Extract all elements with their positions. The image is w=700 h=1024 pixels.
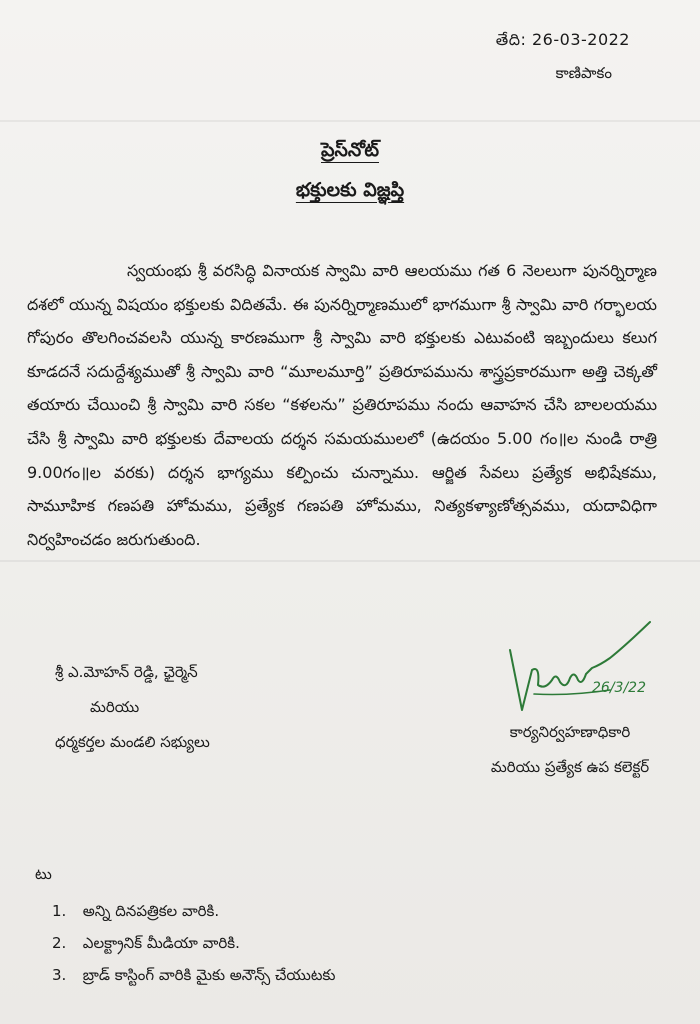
- executive-officer-title: కార్యనిర్వహణాధికారి: [509, 723, 631, 741]
- list-item: [52, 895, 335, 927]
- copy-to-label: టు: [35, 865, 52, 883]
- handwritten-signature: [500, 610, 660, 730]
- list-item-number: 2.: [52, 934, 67, 952]
- list-item-text: అన్ని దినపత్రికల వారికి.: [82, 902, 220, 920]
- list-item-text: బ్రాడ్ కాస్టింగ్ వారికి మైకు అనౌన్స్ చేయుటకు: [82, 966, 336, 984]
- list-item: [52, 959, 335, 991]
- list-item-number: 3.: [52, 966, 67, 984]
- document-title-block: [0, 130, 700, 210]
- paper-fold-line: [0, 120, 700, 122]
- press-note-heading: ప్రెస్‌నోట్: [321, 139, 379, 161]
- signature-date: 26/3/22: [592, 680, 646, 696]
- and-conjunction: మరియు: [90, 698, 140, 716]
- notice-body-paragraph: స్వయంభు శ్రీ వరసిద్ధి వినాయక స్వామి వారి ఆలయము గత 6 నెలలుగా పునర్నిర్మాణ దశలో యున్న విషయం భక్తులకు విదితమే. ఈ పునర్నిర్మాణములో భాగముగా శ్రీ స్వామి వారి గర్భాలయ గోపురం తొలగించవలసి యున్న కారణముగా శ్రీ స్వామి వారి భక్తులకు ఎటువంటి ఇబ్బందులు కలుగ కూడదనే సదుద్దేశ్యముతో శ్రీ స్వామి వారి “మూలమూర్తి” ప్రతిరూపమును శాస్త్రప్రకారముగా అత్తి చెక్కతో తయారు చేయించి శ్రీ స్వామి వారి సకల “కళలను” ప్రతిరూపము నందు ఆవాహన చేసి బాలలయము చేసి శ్రీ స్వామి వారి భక్తులకు దేవాలయ దర్శన సమయములలో (ఉదయం 5.00 గం॥ల నుండి రాత్రి 9.00గం॥ల వరకు) దర్శన భాగ్యము కల్పించు చున్నాము. ఆర్జిత సేవలు ప్రత్యేక అభిషేకము, సామూహిక గణపతి హోమము, ప్రత్యేక గణపతి హోమము, నిత్యకళ్యాణోత్సవము, యదావిధిగా నిర్వహించడం జరుగుతుంది.: [27, 261, 657, 549]
- chairman-name: శ్రీ ఎ.మోహన్ రెడ్డి, ఛైర్మెన్: [55, 663, 198, 681]
- executive-officer-block: [470, 715, 670, 785]
- paper-fold-line: [0, 560, 700, 562]
- list-item: [52, 927, 335, 959]
- devotees-notice-heading: భక్తులకు విజ్ఞప్తి: [295, 179, 405, 201]
- document-place: కాణిపాకం: [555, 64, 612, 82]
- deputy-collector-title: మరియు ప్రత్యేక ఉప కలెక్టర్: [490, 758, 650, 776]
- document-date: తేది: 26-03-2022: [495, 30, 630, 49]
- copy-to-list: [52, 895, 335, 991]
- chairman-signatory-block: [55, 655, 210, 760]
- trust-board-members: ధర్మకర్తల మండలి సభ్యులు: [55, 733, 210, 751]
- list-item-number: 1.: [52, 902, 67, 920]
- list-item-text: ఎలక్ట్రానిక్ మీడియా వారికి.: [82, 934, 240, 952]
